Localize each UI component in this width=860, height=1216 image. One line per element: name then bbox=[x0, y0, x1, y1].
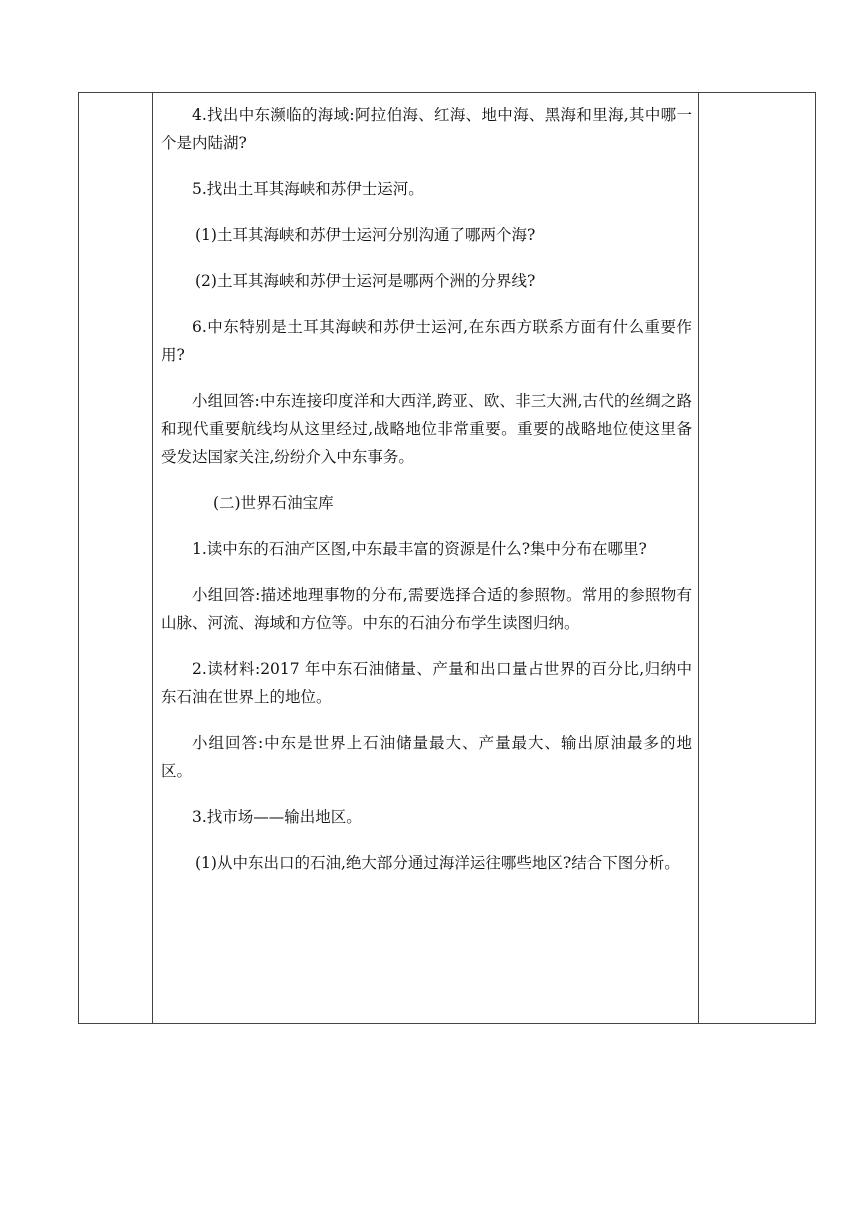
oil-question-2: 2.读材料:2017 年中东石油储量、产量和出口量占世界的百分比,归纳中东石油在世界上的地位。 bbox=[161, 660, 692, 706]
right-column-cell bbox=[699, 93, 816, 1024]
question-6-importance: 6.中东特别是土耳其海峡和苏伊士运河,在东西方联系方面有什么重要作用? bbox=[161, 318, 692, 364]
left-column-cell bbox=[79, 93, 153, 1024]
question-4-seas: 4.找出中东濒临的海域:阿拉伯海、红海、地中海、黑海和里海,其中哪一个是内陆湖? bbox=[161, 106, 692, 152]
oil-question-3: 3.找市场——输出地区。 bbox=[192, 808, 362, 826]
lesson-plan-table bbox=[78, 92, 816, 1024]
oil-question-3-sub-1: (1)从中东出口的石油,绝大部分通过海洋运往哪些地区?结合下图分析。 bbox=[195, 854, 680, 872]
question-5-sub-2: (2)土耳其海峡和苏伊士运河是哪两个洲的分界线? bbox=[195, 272, 536, 290]
group-answer-strategic: 小组回答:中东连接印度洋和大西洋,跨亚、欧、非三大洲,古代的丝绸之路和现代重要航线均从这里经过,战略地位非常重要。重要的战略地位使这里备受发达国家关注,纷纷介入中东事务。 bbox=[161, 392, 692, 466]
question-5-straits: 5.找出土耳其海峡和苏伊士运河。 bbox=[192, 180, 424, 198]
group-answer-status: 小组回答:中东是世界上石油储量最大、产量最大、输出原油最多的地区。 bbox=[161, 734, 692, 780]
content-body bbox=[153, 93, 698, 877]
section-heading-oil: (二)世界石油宝库 bbox=[213, 494, 334, 512]
group-answer-distribution: 小组回答:描述地理事物的分布,需要选择合适的参照物。常用的参照物有山脉、河流、海域和方位等。中东的石油分布学生读图归纳。 bbox=[161, 586, 692, 632]
table-row bbox=[79, 93, 816, 1024]
question-5-sub-1: (1)土耳其海峡和苏伊士运河分别沟通了哪两个海? bbox=[195, 226, 536, 244]
oil-question-1: 1.读中东的石油产区图,中东最丰富的资源是什么?集中分布在哪里? bbox=[192, 540, 647, 558]
content-column-cell bbox=[153, 93, 699, 1024]
